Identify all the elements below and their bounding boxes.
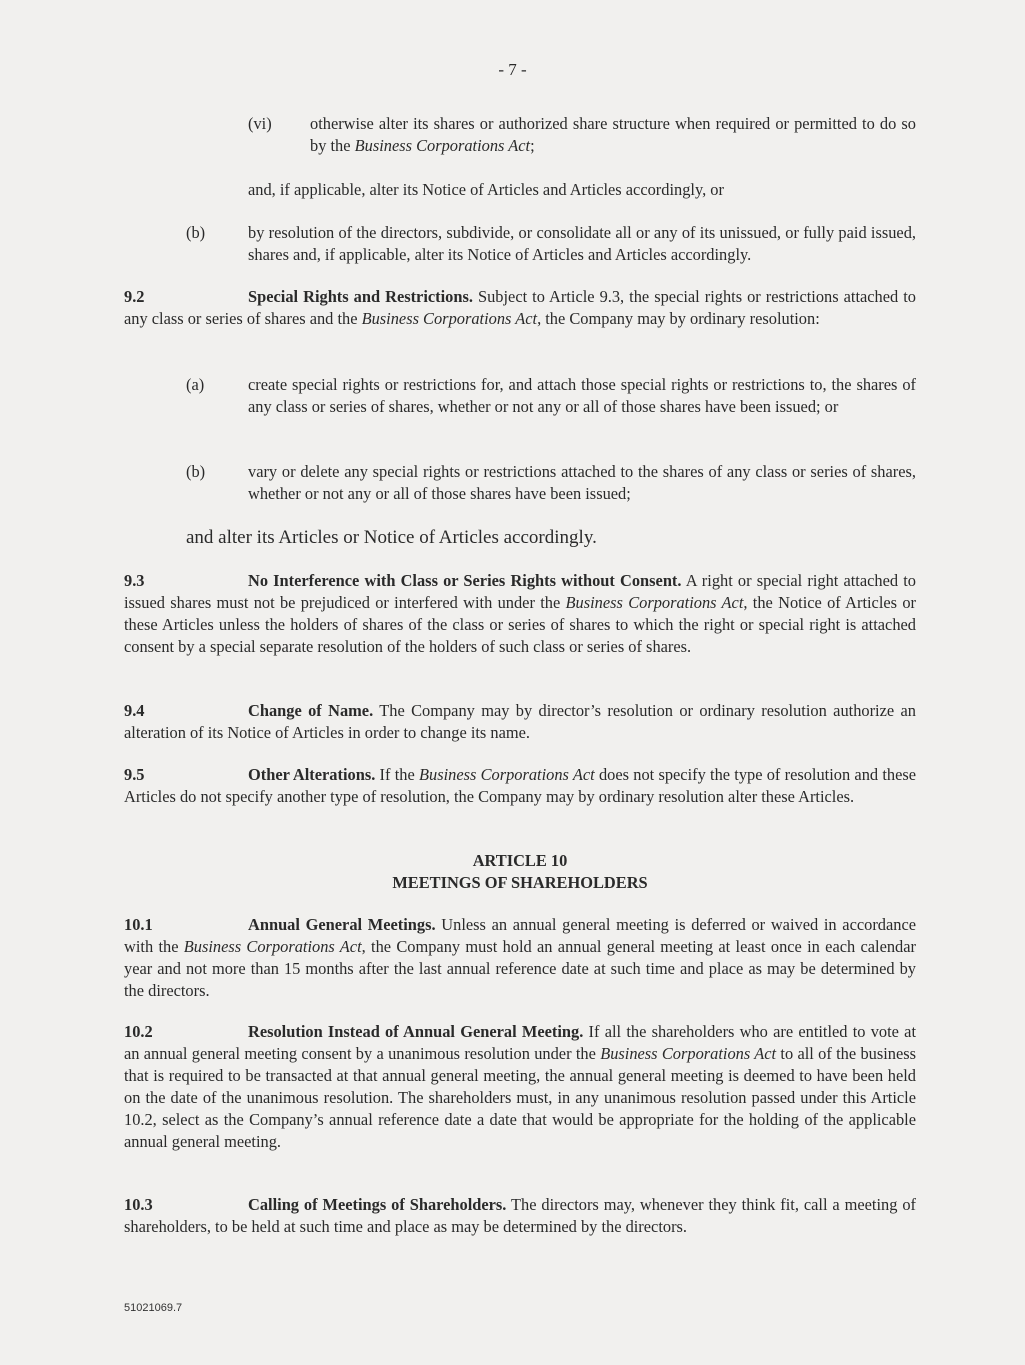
- section-9-3-number: 9.3: [124, 571, 145, 590]
- section-10-1-number: 10.1: [124, 915, 153, 934]
- section-9-5-act: Business Corporations Act: [418, 765, 595, 784]
- section-10-1-text-b: , the Company must hold an annual general meeting at least once in each calendar year and not more than 15 months after the last annual reference date at such time and place as may be determined by the directors.: [124, 937, 916, 1000]
- article-subheading: MEETINGS OF SHAREHOLDERS: [392, 873, 648, 892]
- section-9-2: [124, 286, 916, 330]
- section-9-3-text-b: , the Notice of Articles or these Articles unless the holders of shares of the class or series of shares to which the right or special right is attached consent by a special separate resolution of the holders of such class or series of shares.: [124, 593, 916, 656]
- section-10-2-title: Resolution Instead of Annual General Meeting.: [248, 1022, 584, 1041]
- section-9-3: [124, 570, 916, 658]
- section-9-4-title: Change of Name.: [248, 701, 374, 720]
- item-b2-label: (b): [186, 462, 206, 481]
- item-vi-text: [310, 113, 916, 157]
- page-number: - 7 -: [498, 60, 527, 79]
- section-10-3-number: 10.3: [124, 1195, 153, 1214]
- item-vi-act: Business Corporations Act: [354, 136, 531, 155]
- section-10-2-act: Business Corporations Act: [600, 1044, 777, 1063]
- section-10-3-title: Calling of Meetings of Shareholders.: [248, 1195, 507, 1214]
- section-10-1-act: Business Corporations Act: [183, 937, 362, 956]
- section-9-5-title: Other Alterations.: [248, 765, 376, 784]
- section-9-3-text-a: A right or special right attached to issued shares must not be prejudiced or interfered with under the: [124, 571, 916, 612]
- section-9-3-title: No Interference with Class or Series Rights without Consent.: [248, 571, 682, 590]
- section-9-5-text-b: does not specify the type of resolution and these Articles do not specify another type of resolution, the Company may by ordinary resolution alter these Articles.: [124, 765, 917, 806]
- section-10-2-text-a: If all the shareholders who are entitled to vote at an annual general meeting consent by a unanimous resolution under the: [124, 1022, 916, 1063]
- item-vi-text-b: ;: [530, 136, 535, 155]
- item-vi-label: (vi): [248, 114, 272, 133]
- and-line-1: and, if applicable, alter its Notice of Articles and Articles accordingly, or: [248, 180, 724, 199]
- section-9-2-text-b: , the Company may by ordinary resolution:: [537, 309, 820, 328]
- and-line-2: and alter its Articles or Notice of Articles accordingly.: [186, 527, 597, 548]
- section-9-3-act: Business Corporations Act: [565, 593, 744, 612]
- section-9-4-text: The Company may by director’s resolution or ordinary resolution authorize an alteration of its Notice of Articles in order to change its name.: [124, 701, 916, 742]
- section-9-5: [124, 764, 916, 808]
- section-10-2-text-b: to all of the business that is required to be transacted at that annual general meeting, the annual general meeting is deemed to have been held on the date of the unanimous resolution. The shareholders must, in any unanimous resolution passed under this Article 10.2, select as the Company’s annual reference date a date that would be appropriate for the holding of the applicable annual general meeting.: [124, 1044, 916, 1151]
- section-10-3-text: The directors may, whenever they think fit, call a meeting of shareholders, to be held at such time and place as may be determined by the directors.: [124, 1195, 916, 1236]
- section-10-2: [124, 1021, 916, 1153]
- section-9-4-number: 9.4: [124, 701, 145, 720]
- section-9-2-number: 9.2: [124, 287, 145, 306]
- section-9-2-act: Business Corporations Act: [361, 309, 538, 328]
- section-10-3: [124, 1194, 916, 1238]
- section-9-4: [124, 700, 916, 744]
- item-b2-text: vary or delete any special rights or restrictions attached to the shares of any class or series of shares, whether or not any or all of those shares have been issued;: [248, 462, 916, 503]
- section-9-2-title: Special Rights and Restrictions.: [248, 287, 473, 306]
- section-10-1: [124, 914, 916, 1002]
- section-9-5-number: 9.5: [124, 765, 145, 784]
- section-10-1-text-a: Unless an annual general meeting is deferred or waived in accordance with the: [124, 915, 917, 956]
- item-b1-label: (b): [186, 223, 206, 242]
- item-a2-text: create special rights or restrictions for, and attach those special rights or restrictions to, the shares of any class or series of shares, whether or not any or all of those shares have been issued; or: [248, 375, 916, 416]
- section-10-2-number: 10.2: [124, 1022, 153, 1041]
- item-b1-text: by resolution of the directors, subdivide, or consolidate all or any of its unissued, or fully paid issued, shares and, if applicable, alter its Notice of Articles and Articles accordingly.: [248, 223, 916, 264]
- footer-document-id: 51021069.7: [124, 1302, 183, 1314]
- item-vi-text-a: otherwise alter its shares or authorized share structure when required or permitted to do so by the: [310, 114, 916, 155]
- article-heading: ARTICLE 10: [472, 851, 568, 870]
- item-a2-label: (a): [186, 375, 205, 394]
- section-10-1-title: Annual General Meetings.: [248, 915, 436, 934]
- section-9-5-text-a: If the: [375, 765, 419, 784]
- section-9-2-text-a: Subject to Article 9.3, the special rights or restrictions attached to any class or series of shares and the: [124, 287, 916, 328]
